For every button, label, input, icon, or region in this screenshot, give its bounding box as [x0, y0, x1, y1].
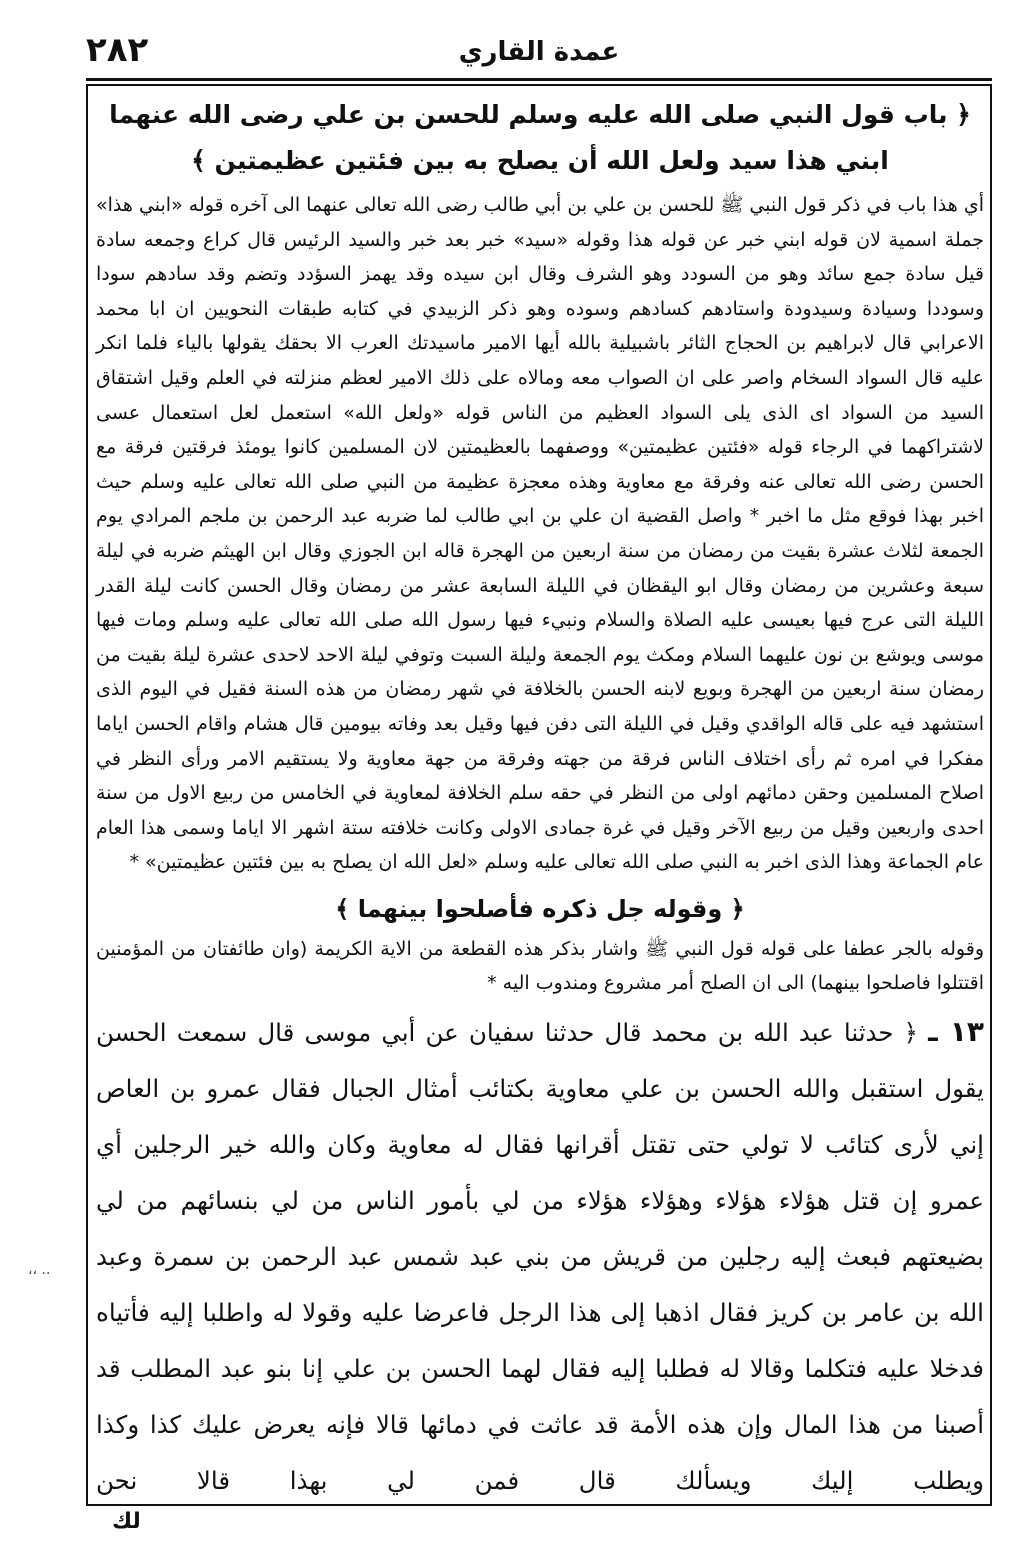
chapter-heading-line-1: ﴿ باب قول النبي صلى الله عليه وسلم للحسن بن علي رضى الله عنهما	[109, 100, 971, 129]
page-header	[86, 28, 992, 76]
header-rule	[86, 78, 992, 81]
sub-heading: ﴿ وقوله جل ذكره فأصلحوا بينهما ﴾	[335, 894, 745, 923]
commentary-paragraph-2: وقوله بالجر عطفا على قوله قول النبي ﷺ واشار بذكر هذه القطعة من الاية الكريمة (وان طائفتان من المؤمنين اقتتلوا فاصلحوا بينهما) الى ان الصلح أمر مشروع ومندوب اليه *	[96, 937, 984, 994]
running-title: عمدة القاري	[458, 37, 620, 67]
page-number: ٢٨٢	[86, 30, 149, 70]
main-text	[96, 92, 984, 1509]
commentary-paragraph: أي هذا باب في ذكر قول النبي ﷺ للحسن بن علي بن أبي طالب رضى الله تعالى عنهما الى آخره قوله «ابني هذا» جملة اسمية لان قوله ابني خبر عن قوله هذا وقوله «سيد» خبر بعد خبر والسيد الرئيس قال كراع وجمعه سادة قيل سادة جمع سائد وهو من السودد وهو الشرف وقال ابن سيده وقد يهمز السؤدد وتضم وقد سادهم سودا وسوددا وسيادة وسيدودة واستادهم كسادهم وسوده وهو ذكر الزبيدي في كتابه طبقات النحويين ان ابا محمد الاعرابي قال لابراهيم بن الحجاج الثائر باشبيلية بالله أيها الامير ماسيدتك العرب الا بحقك يقولها بالياء فلما انكر عليه قال السواد السخام واصر على ان الصواب معه ومالاه على ذلك الامير لعظم منزلته في العلم وقيل اشتقاق السيد من السواد اى الذى يلى السواد العظيم من الناس قوله «ولعل الله» استعمل لعل استعمال عسى لاشتراكهما في الرجاء قوله «فئتين عظيمتين» ووصفهما بالعظيمتين لان المسلمين كانوا يومئذ فرقتين فرقة مع الحسن رضى الله تعالى عنه وفرقة مع معاوية وهذه معجزة عظيمة من النبي صلى الله تعالى عليه وسلم حيث اخبر بهذا فوقع مثل ما اخبر * واصل القضية ان علي بن ابي طالب لما ضربه عبد الرحمن بن ملجم المرادي يوم الجمعة لثلاث عشرة بقيت من رمضان من سنة اربعين من الهجرة قاله ابن الجوزي وقال ابن الهيثم ضربه في ليلة سبعة وعشرين من رمضان وقال ابو اليقظان في الليلة السابعة عشر من رمضان وقال الحسن كانت ليلة القدر الليلة التى عرج فيها بعيسى عليه الصلاة والسلام ونبيء فيها رسول الله صلى الله تعالى عليه وسلم ومات فيها موسى ويوشع بن نون عليهما السلام ومكث يوم الجمعة وليلة السبت وتوفي ليلة الاحد لاحدى عشرة ليلة بقيت من رمضان سنة اربعين من الهجرة وبويع لابنه الحسن بالخلافة في شهر رمضان من هذه السنة فقيل في اليوم الذى استشهد فيه على قاله الواقدي وقيل في الليلة التى دفن فيها وقيل بعد وفاته بيومين قال هشام واقام الحسن اياما مفكرا في امره ثم رأى اختلاف الناس فرقة من جهته وفرقة من جهة معاوية ولا يستقيم الامر ورأى النظر في اصلاح المسلمين وحقن دمائهم اولى من النظر في حقه سلم الخلافة لمعاوية في الخامس من ربيع الاول من سنة احدى واربعين وقيل من ربيع الآخر وقيل في غرة جمادى الاولى وكانت خلافته ستة اشهر الا اياما وسمى هذا العام عام الجماعة وهذا الذى اخبر به النبي صلى الله تعالى عليه وسلم «لعل الله ان يصلح به بين فئتين عظيمتين» *	[96, 194, 984, 874]
catchword: لك	[112, 1509, 141, 1534]
hadith-text	[96, 1004, 984, 1509]
hadith-body: ﴿ حدثنا عبد الله بن محمد قال حدثنا سفيان عن أبي موسى قال سمعت الحسن يقول استقبل والله الحسن بن علي معاوية بكتائب أمثال الجبال فقال عمرو بن العاص إني لأرى كتائب لا تولي حتى تقتل أقرانها فقال له معاوية وكان والله خير الرجلين أي عمرو إن قتل هؤلاء هؤلاء وهؤلاء هؤلاء من لي بأمور الناس من لي بنسائهم من لي بضيعتهم فبعث إليه رجلين من قريش من بني عبد شمس عبد الرحمن بن سمرة وعبد الله بن عامر بن كريز فقال اذهبا إلى هذا الرجل فاعرضا عليه وقولا له واطلبا إليه فأتياه فدخلا عليه فتكلما وقالا له فطلبا إليه فقال لهما الحسن بن علي إنا بنو عبد المطلب قد أصبنا من هذا المال وإن هذه الأمة قد عاثت في دمائها قالا فإنه يعرض عليك كذا وكذا ويطلب إليك ويسألك قال فمن لي بهذا قالا نحن	[96, 1017, 984, 1495]
hadith-number: ١٣ ـ	[928, 1014, 984, 1048]
chapter-heading-line-2: ابني هذا سيد ولعل الله أن يصلح به بين فئتين عظيمتين ﴾	[191, 146, 889, 175]
margin-mark: ،، ..	[28, 1262, 51, 1278]
